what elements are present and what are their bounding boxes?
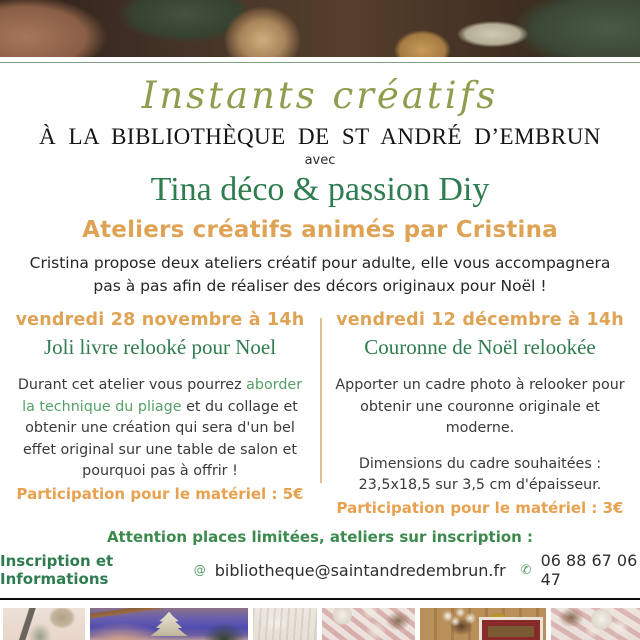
email-at-icon: @ xyxy=(193,563,206,578)
strip-photo-berries-frame xyxy=(420,608,546,640)
contact-email[interactable]: bibliotheque@saintandredembrun.fr xyxy=(214,560,506,580)
workshop-right-description: Apporter un cadre photo à relooker pour obtenir une couronne originale et moderne. xyxy=(335,377,625,437)
dimensions-label: Dimensions du cadre souhaitées : xyxy=(358,455,602,472)
workshops-subtitle: Ateliers créatifs animés par Cristina xyxy=(82,217,558,244)
workshop-left-date: vendredi 28 novembre à 14h xyxy=(15,310,305,331)
strip-photo-frame-pinecone xyxy=(3,608,85,640)
brand-name: Tina déco & passion Diy xyxy=(150,170,490,208)
phone-icon: ✆ xyxy=(520,562,532,578)
tree-shape xyxy=(147,612,191,640)
column-divider xyxy=(320,318,322,483)
venue-line: À LA BIBLIOTHÈQUE DE ST ANDRÉ D’EMBRUN xyxy=(39,123,601,149)
left-body-part3: pourquoi pas à offrir ! xyxy=(82,462,238,479)
contact-label: Inscription et Informations xyxy=(0,552,114,589)
workshop-right xyxy=(320,310,640,517)
avec-label: avec xyxy=(304,152,336,168)
workshop-right-price: Participation pour le matériel : 3€ xyxy=(336,499,624,518)
sage-divider-line xyxy=(0,62,640,63)
workshop-right-name: Couronne de Noël relookée xyxy=(364,335,596,360)
left-body-part1: Durant cet atelier vous pourrez xyxy=(17,377,247,394)
strip-photo-flocked-tree xyxy=(90,608,248,640)
workshop-left-name: Joli livre relooké pour Noel xyxy=(43,335,277,360)
strip-photo-baubles-ribbon xyxy=(322,608,415,640)
workshop-left xyxy=(0,310,320,517)
intro-paragraph: Cristina propose deux ateliers créatif pour adulte, elle vous accompagnera pas à pas afin de réaliser des décors originaux pour Noël ! xyxy=(29,254,611,295)
workshop-columns xyxy=(0,310,640,517)
bottom-photo-strip xyxy=(0,600,640,640)
red-frame-shape xyxy=(482,620,540,640)
strip-photo-book-pages xyxy=(253,608,317,640)
strip-photo-wreath-detail xyxy=(551,608,640,640)
flyer-title: Instants créatifs xyxy=(141,73,499,117)
left-body-highlight: aborder la technique du pliage xyxy=(22,377,303,415)
registration-notice: Attention places limitées, ateliers sur inscription : xyxy=(106,528,534,547)
workshop-left-description xyxy=(14,375,306,482)
top-photo-banner xyxy=(0,0,640,57)
workshop-right-dimensions xyxy=(334,454,626,497)
contact-phone[interactable]: 06 88 67 06 47 xyxy=(540,551,638,590)
dimensions-value: 23,5x18,5 sur 3,5 cm d'épaisseur. xyxy=(358,476,602,493)
left-body-part2: et du collage et obtenir une création qui sera d'un bel effet original sur une table de salon et xyxy=(22,398,298,458)
workshop-left-price: Participation pour le matériel : 5€ xyxy=(16,485,304,504)
contact-row xyxy=(0,551,640,589)
workshop-right-date: vendredi 12 décembre à 14h xyxy=(336,310,624,331)
